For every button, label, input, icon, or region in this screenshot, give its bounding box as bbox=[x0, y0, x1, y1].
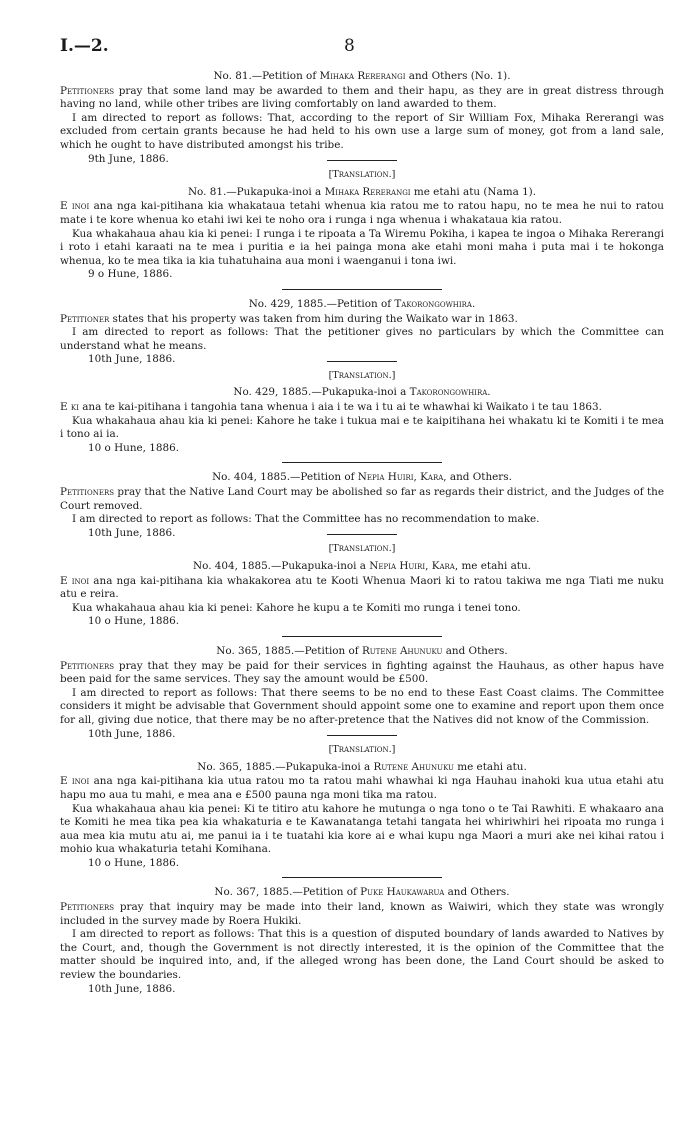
petition-prayer: Petitioners pray that the Native Land Court may be abolished so far as regards their district, and the Judges of the Court removed. bbox=[60, 486, 664, 512]
petition-81 bbox=[60, 70, 664, 282]
committee-report: I am directed to report as follows: That this is a question of disputed boundary of lands awarded to Natives by the Court, and, though the Government is not directly interested, it is the opinion of the Committee that the matter should be inquired into, and, if the alleged wrong has been done, the Land Court should be asked to review the boundaries. bbox=[60, 928, 664, 982]
page-header bbox=[60, 36, 664, 66]
petition-title: No. 81.—Petition of Mihaka Rererangi and Others (No. 1). bbox=[213, 70, 511, 82]
report-date: 10th June, 1886. bbox=[88, 982, 176, 995]
maori-title: No. 404, 1885.—Pukapuka-inoi a Nepia Huiri, Kara, me etahi atu. bbox=[193, 560, 531, 572]
maori-report: Kua whakahaua ahau kia ki penei: Kahore he kupu a te Komiti mo runga i tenei tono. bbox=[72, 601, 521, 614]
maori-prayer: E inoi ana nga kai-pitihana kia whakakorea atu te Kooti Whenua Maori ki to ratou takiwa me nga Tiati me nuku atu e reira. bbox=[60, 574, 664, 601]
translation-label: [Translation.] bbox=[328, 744, 396, 756]
petition-title: No. 365, 1885.—Petition of Rutene Ahunuku and Others. bbox=[216, 644, 508, 657]
committee-report: I am directed to report as follows: That, according to the report of Sir William Fox, Mihaka Rererangi was excluded from certain grants because he had held to his own use a large sum of money, got from a land sale, which he ought to have distributed amongst his tribe. bbox=[60, 111, 664, 151]
section-divider bbox=[282, 462, 442, 463]
petition-429 bbox=[60, 298, 664, 456]
maori-report: Kua whakahaua ahau kia ki penei: I runga i te ripoata a Ta Wiremu Pokiha, i kapea te ingoa o Mihaka Rererangi i roto i etahi karaati na te mea i puritia e ia hei painga mona ake etahi moni maha i puta mai i te hokonga whenua, ko te mea tika ia kia tuhatuhaina aua moni i waenganui i tona iwi. bbox=[60, 227, 664, 267]
section-divider bbox=[282, 636, 442, 637]
petition-title: No. 367, 1885.—Petition of Puke Haukawarua and Others. bbox=[214, 886, 510, 899]
divider bbox=[327, 160, 397, 161]
committee-report: I am directed to report as follows: That there seems to be no end to these East Coast claims. The Committee considers it might be advisable that Government should appoint some one to examine and report upon them once for all, giving due notice, that there may be no after-pretence that the Natives did not know of the Commission. bbox=[60, 686, 664, 726]
section-divider bbox=[282, 289, 442, 290]
translation-label: [Translation.] bbox=[328, 543, 396, 555]
maori-report: Kua whakahaua ahau kia penei: Ki te titiro atu kahore he mutunga o nga tono o te Tai Rawhiti. E whakaaro ana te Komiti he mea tika pea kia whakaturia e te Kawanatanga tetahi tangata hei whiriwhiri hei ripoata mo runga i aua mea kia mutu atu ai, me panui ia i te tuatahi kia kore ai e whai kupu nga Maori a muri ake nei kihai ratou i mohio kua whakaturia tetahi Komihana. bbox=[60, 802, 664, 856]
divider bbox=[327, 735, 397, 736]
translation-label: [Translation.] bbox=[328, 369, 396, 381]
petition-prayer: Petitioners pray that inquiry may be made into their land, known as Waiwiri, which they state was wrongly included in the survey made by Roera Hukiki. bbox=[60, 901, 664, 927]
petition-prayer: Petitioners pray that some land may be awarded to them and their hapu, as they are in great distress through having no land, while other tribes are living comfortably on land awarded to them. bbox=[60, 84, 664, 111]
committee-report: I am directed to report as follows: That the petitioner gives no particulars by which the Committee can understand what he means. bbox=[60, 326, 664, 352]
document-page bbox=[60, 36, 664, 996]
petition-404 bbox=[60, 471, 664, 629]
maori-title: No. 429, 1885.—Pukapuka-inoi a Takorongowhira. bbox=[233, 386, 491, 399]
report-date: 9th June, 1886. bbox=[88, 152, 169, 165]
petition-prayer: Petitioners pray that they may be paid for their services in fighting against the Hauhaus, as other hapus have been paid for the same services. They say the amount would be £500. bbox=[60, 659, 664, 686]
maori-date: 10 o Hune, 1886. bbox=[88, 615, 180, 628]
report-date: 10th June, 1886. bbox=[88, 526, 176, 539]
petition-365 bbox=[60, 645, 664, 871]
report-date: 10th June, 1886. bbox=[88, 727, 176, 740]
maori-date: 10 o Hune, 1886. bbox=[88, 441, 180, 454]
maori-prayer: E inoi ana nga kai-pitihana kia utua ratou mo ta ratou mahi whawhai ki nga Hauhau inahoki kua utua etahi atu hapu mo aua tu mahi, e mea ana e £500 pauna nga moni tika ma ratou. bbox=[60, 775, 664, 801]
translation-label: [Translation.] bbox=[328, 169, 396, 181]
report-date: 10th June, 1886. bbox=[88, 353, 176, 366]
maori-date: 9 o Hune, 1886. bbox=[88, 268, 173, 281]
maori-title: No. 81.—Pukapuka-inoi a Mihaka Rererangi me etahi atu (Nama 1). bbox=[187, 185, 537, 198]
maori-date: 10 o Hune, 1886. bbox=[88, 856, 180, 869]
section-divider bbox=[282, 877, 442, 878]
petition-prayer: Petitioner states that his property was taken from him during the Waikato war in 1863. bbox=[60, 312, 518, 325]
maori-report: Kua whakahaua ahau kia ki penei: Kahore he take i tukua mai e te kaipitihana hei whakatu ki te Komiti i te mea i tono ai ia. bbox=[60, 414, 664, 441]
petition-367 bbox=[60, 886, 664, 996]
maori-title: No. 365, 1885.—Pukapuka-inoi a Rutene Ahunuku me etahi atu. bbox=[197, 760, 527, 773]
divider bbox=[327, 534, 397, 535]
petition-title: No. 429, 1885.—Petition of Takorongowhira. bbox=[248, 297, 476, 310]
petition-title: No. 404, 1885.—Petition of Nepia Huiri, Kara, and Others. bbox=[212, 471, 512, 484]
maori-prayer: E inoi ana nga kai-pitihana kia whakataua tetahi whenua kia ratou me to ratou hapu, no te mea he nui to ratou mate i te kore whenua ko etahi iwi kei te noho ora i runga i nga whenua i whakataua kia ratou. bbox=[60, 200, 664, 226]
divider bbox=[327, 361, 397, 362]
maori-prayer: E ki ana te kai-pitihana i tangohia tana whenua i aia i te wa i tu ai te whawhai ki Waikato i te tau 1863. bbox=[60, 401, 602, 414]
page-number: 8 bbox=[344, 36, 355, 56]
paper-reference: I.—2. bbox=[60, 36, 109, 56]
committee-report: I am directed to report as follows: That the Committee has no recommendation to make. bbox=[72, 513, 540, 526]
